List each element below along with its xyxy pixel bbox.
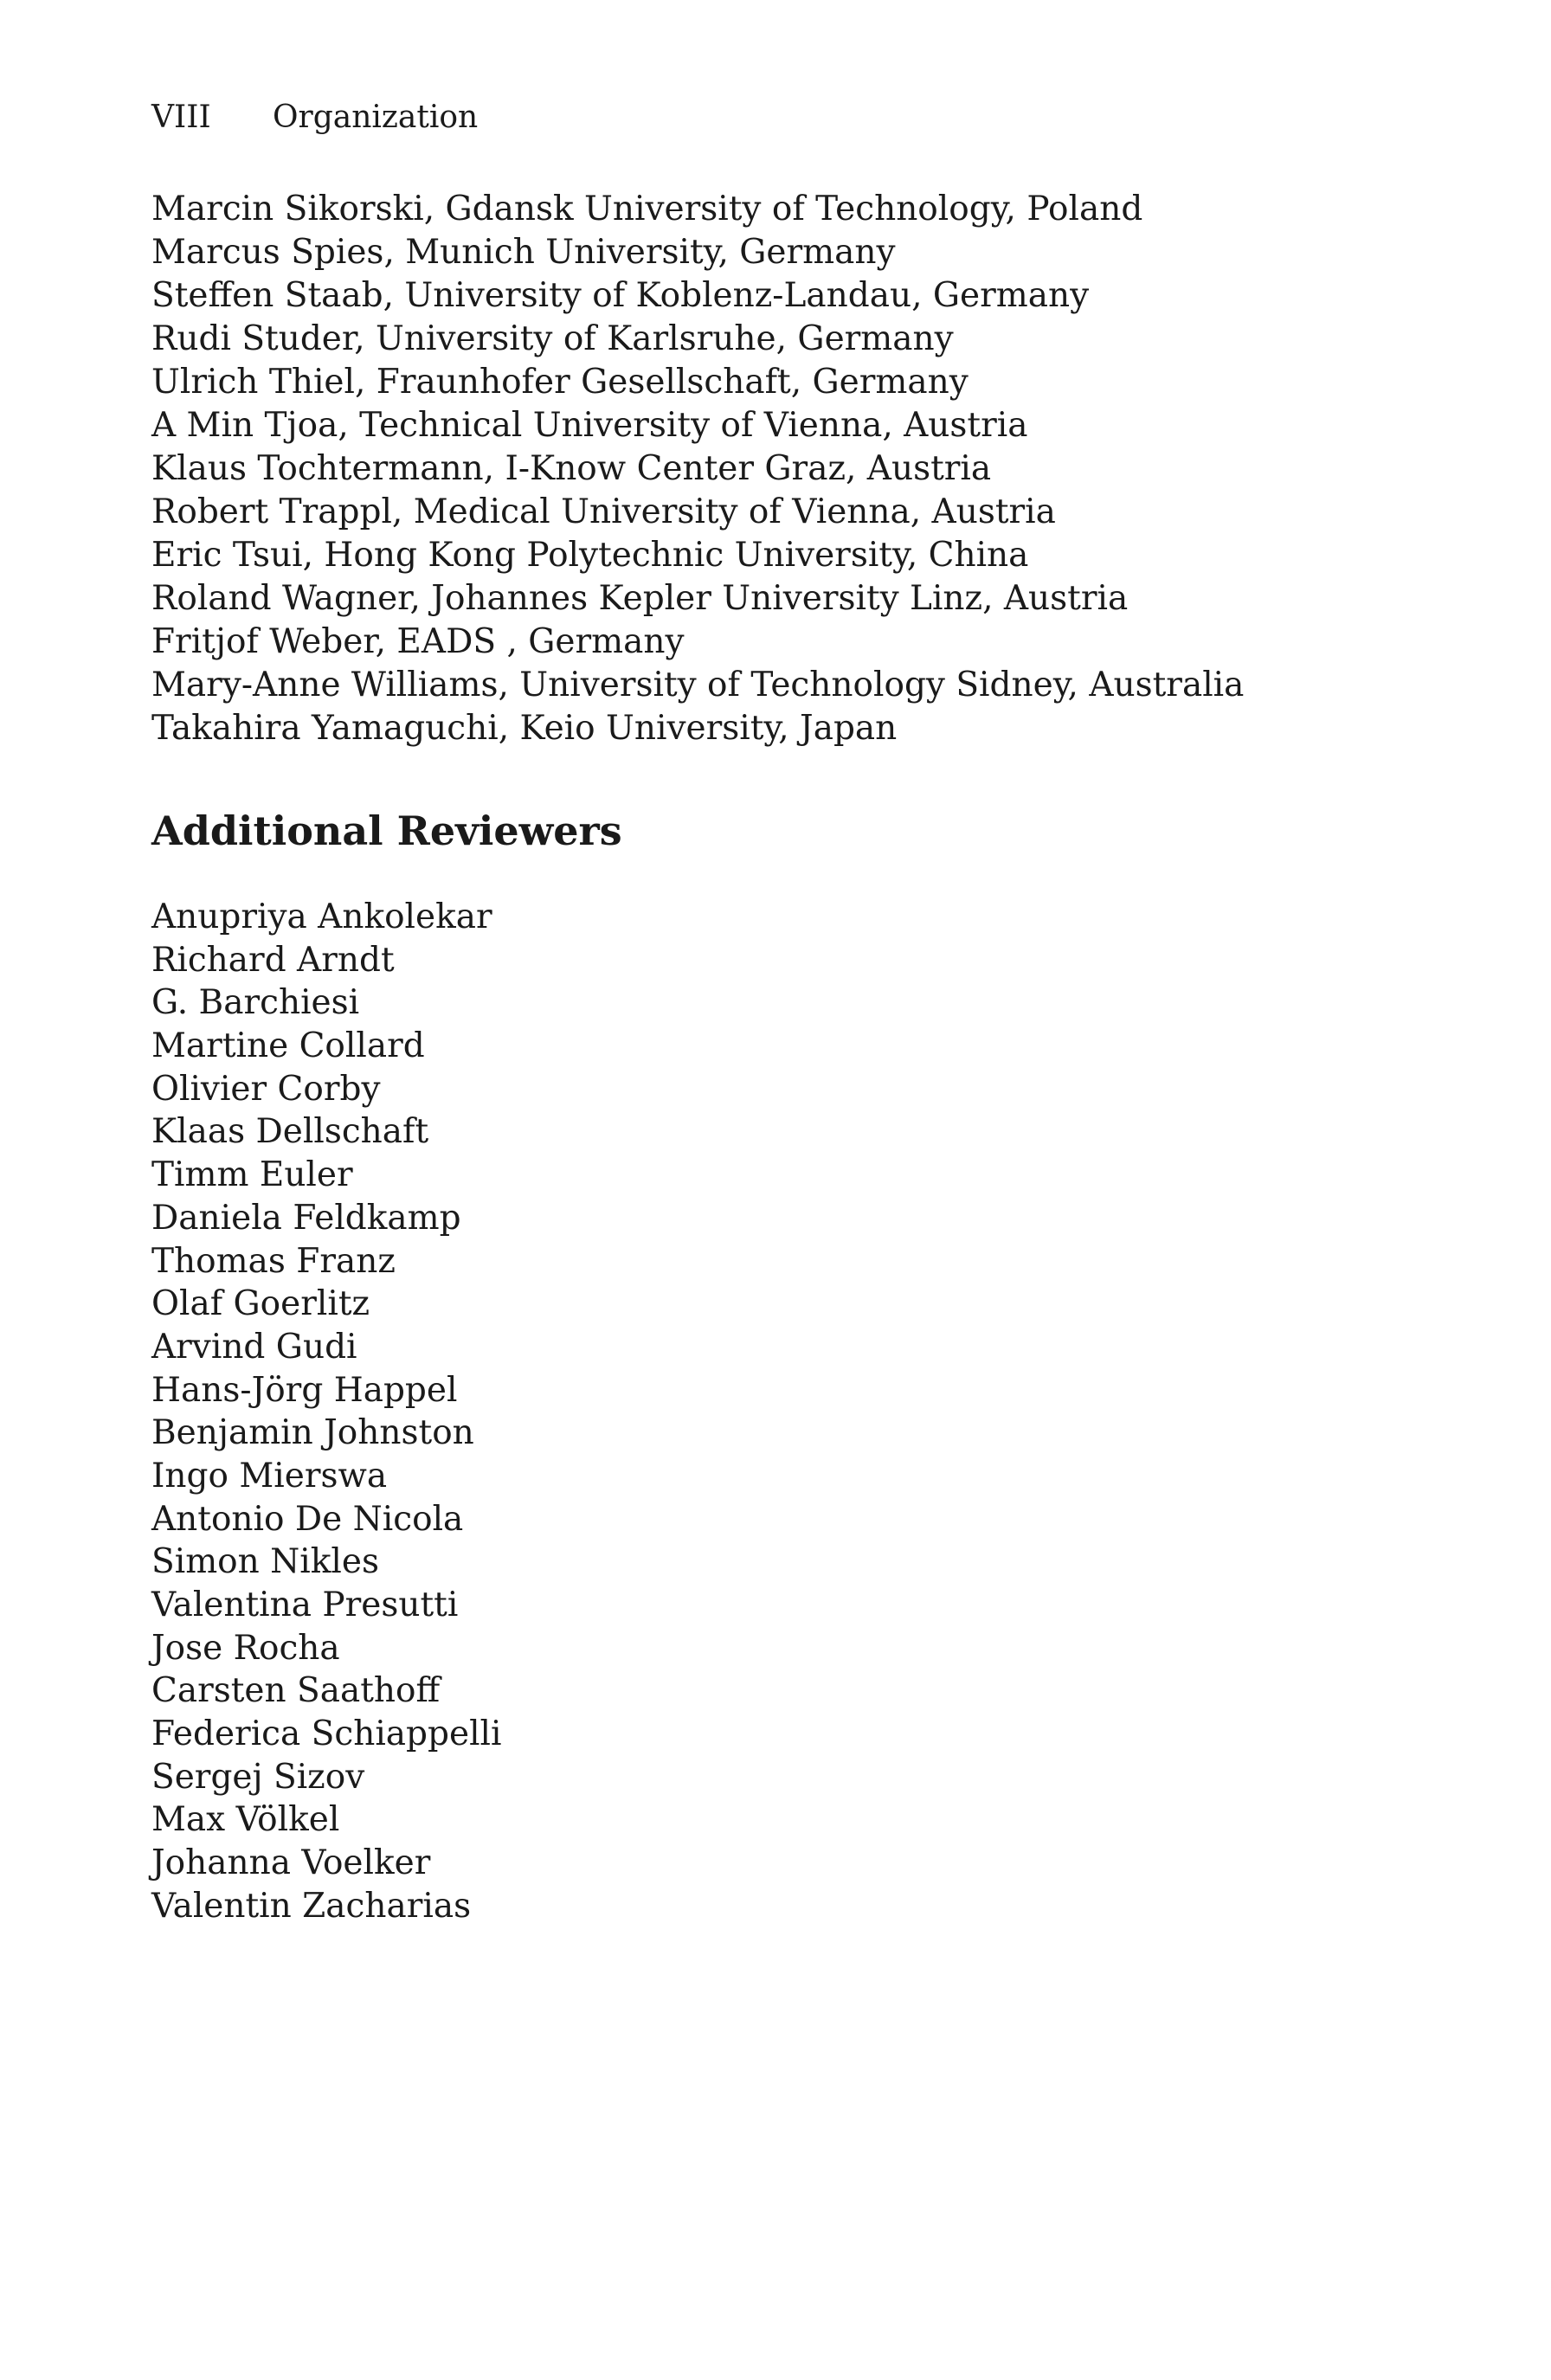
reviewer-name: Thomas Franz: [151, 1241, 396, 1281]
reviewer-name: Federica Schiappelli: [151, 1714, 502, 1754]
committee-member: Robert Trappl, Medical University of Vienna, Austria: [151, 492, 1056, 531]
reviewer-name: Max Völkel: [151, 1800, 340, 1840]
committee-member: Takahira Yamaguchi, Keio University, Japan: [151, 709, 898, 748]
reviewer-name: Olivier Corby: [151, 1069, 381, 1109]
committee-member: Fritjof Weber, EADS , Germany: [151, 622, 685, 661]
reviewer-name: Ingo Mierswa: [151, 1456, 388, 1496]
reviewer-name: Antonio De Nicola: [151, 1499, 464, 1539]
committee-member: Marcin Sikorski, Gdansk University of Technology, Poland: [151, 190, 1143, 228]
reviewer-name: Johanna Voelker: [151, 1843, 431, 1883]
reviewer-list: [151, 896, 502, 1928]
committee-member: Steffen Staab, University of Koblenz-Landau, Germany: [151, 276, 1090, 315]
reviewer-name: Olaf Goerlitz: [151, 1284, 370, 1324]
reviewer-name: Klaas Dellschaft: [151, 1112, 429, 1152]
running-title: Organization: [273, 100, 479, 135]
reviewer-name: Richard Arndt: [151, 940, 395, 980]
section-heading: Additional Reviewers: [151, 807, 622, 854]
reviewer-name: Timm Euler: [151, 1155, 353, 1195]
reviewer-name: Valentina Presutti: [151, 1586, 459, 1624]
reviewer-name: Benjamin Johnston: [151, 1413, 474, 1453]
reviewer-name: Hans-Jörg Happel: [151, 1370, 458, 1410]
committee-member: Klaus Tochtermann, I-Know Center Graz, Austria: [151, 449, 992, 488]
committee-member: Roland Wagner, Johannes Kepler University Linz, Austria: [151, 579, 1129, 618]
reviewer-name: Valentin Zacharias: [151, 1886, 472, 1926]
reviewer-name: Martine Collard: [151, 1026, 425, 1066]
reviewer-name: Simon Nikles: [151, 1542, 379, 1582]
running-head: [151, 97, 478, 138]
reviewer-name: Carsten Saathoff: [151, 1671, 441, 1711]
committee-member: Rudi Studer, University of Karlsruhe, Germany: [151, 319, 954, 358]
reviewer-name: Daniela Feldkamp: [151, 1198, 461, 1238]
committee-member: Mary-Anne Williams, University of Technology Sidney, Australia: [151, 666, 1245, 704]
committee-member: Eric Tsui, Hong Kong Polytechnic University, China: [151, 536, 1029, 575]
committee-member: Marcus Spies, Munich University, Germany: [151, 233, 896, 272]
committee-member: Ulrich Thiel, Fraunhofer Gesellschaft, Germany: [151, 363, 969, 402]
reviewer-name: G. Barchiesi: [151, 983, 360, 1023]
committee-member: A Min Tjoa, Technical University of Vienna, Austria: [151, 406, 1028, 445]
reviewer-name: Jose Rocha: [151, 1628, 340, 1668]
reviewer-name: Arvind Gudi: [151, 1327, 357, 1367]
reviewer-name: Sergej Sizov: [151, 1757, 365, 1797]
page-number: VIII: [151, 100, 211, 135]
committee-member-list: [151, 188, 1244, 750]
reviewer-name: Anupriya Ankolekar: [151, 897, 492, 936]
